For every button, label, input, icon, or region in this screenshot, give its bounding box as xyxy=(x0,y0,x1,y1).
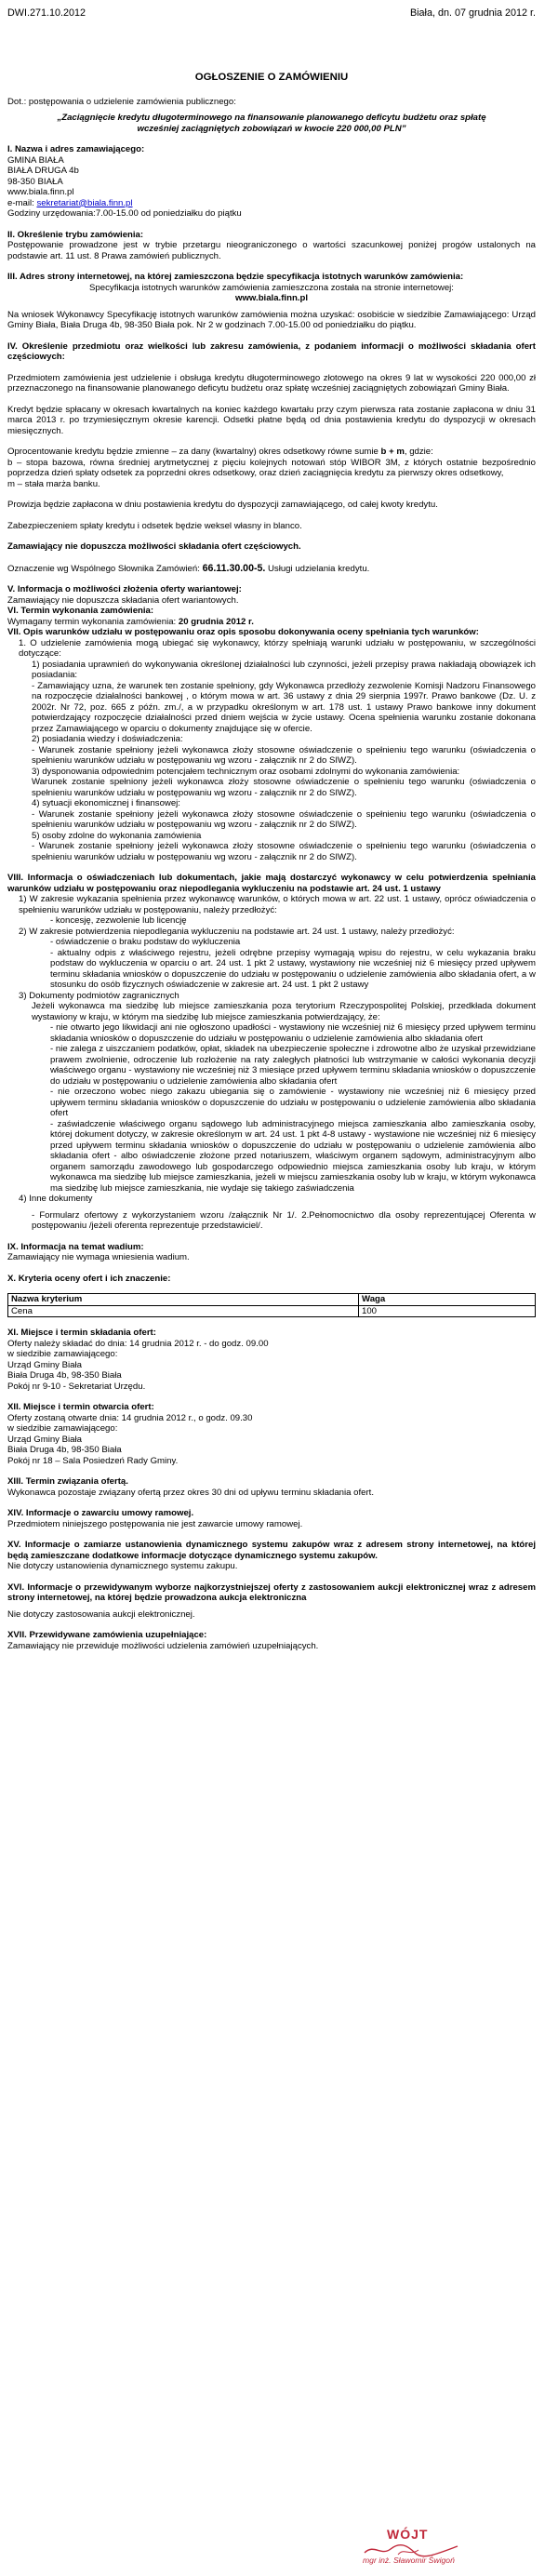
sec17-heading: XVII. Przewidywane zamówienia uzupełniające: xyxy=(7,1630,207,1641)
sec2-heading: II. Określenie trybu zamówienia: xyxy=(7,229,144,240)
email-line xyxy=(7,198,536,209)
sec8-item: - koncesję, zezwolenie lub licencję xyxy=(50,915,187,927)
official-stamp xyxy=(353,2527,474,2569)
sec13-text: Wykonawca pozostaje związany ofertą przez okres 30 dni od upływu terminu składania ofert. xyxy=(7,1487,374,1498)
sec7-item: - Warunek zostanie spełniony jeżeli wykonawca złoży stosowne oświadczenie o spełnieniu tego warunku (oświadczenia o spełnieniu warunków udziału w postępowaniu wg wzoru - załącznik nr 2 do SIWZ). xyxy=(32,841,536,862)
sec12-line: w siedzibie zamawiającego: xyxy=(7,1423,118,1435)
email-link[interactable]: sekretariat@biala.finn.pl xyxy=(36,197,133,208)
office-hours: Godziny urzędowania:7.00-15.00 od poniedziałku do piątku xyxy=(7,208,242,220)
sec7-item: 5) osoby zdolne do wykonania zamówienia xyxy=(32,830,202,841)
sec8-item: - aktualny odpis z właściwego rejestru, jeżeli odrębne przepisy wymagają wpisu do rejestru, w celu wykazania braku podstaw do wykluczenia w oparciu o art. 24 ust. 1 pkt 2 ustawy, wystawiony nie wcześniej niż 6 miesięcy przed upływem terminu składania wniosków o dopuszczenie do udziału w postępowaniu o udzielenie zamówienia albo składania ofert, a w stosunku do osób fizycznych oświadczenie w zakresie art. 24 ust. 1 pkt 2 ustawy xyxy=(50,947,536,991)
reference-number: DWI.271.10.2012 xyxy=(7,7,86,19)
sec8-item: - Formularz ofertowy z wykorzystaniem wzoru /załącznik Nr 1/. 2.Pełnomocnictwo dla osoby reprezentującej Oferenta w postępowaniu /jeżeli oferenta reprezentuje przedstawiciel/. xyxy=(32,1209,536,1232)
sec8-item: - nie orzeczono wobec niego zakazu ubiegania się o zamówienie - wystawiony nie wcześniej niż 6 miesięcy przed upływem terminu składania wniosków o dopuszczenie do udziału w postępowaniu o udzielenie zamówienia albo składania ofert xyxy=(50,1087,536,1119)
sec11-line: w siedzibie zamawiającego: xyxy=(7,1349,118,1360)
sec1-line: www.biala.finn.pl xyxy=(7,187,74,198)
sec7-item: - Zamawiający uzna, że warunek ten zostanie spełniony, gdy Wykonawca przedłoży zezwolenie Komisji Nadzoru Finansowego na rozpoczęcie działalności bankowej , o którym mowa w art. 36 ustawy z dnia 29 sierpnia 1997r. Prawo bankowe (Dz. U. z 2002r. Nr 72, poz. 665 z późn. zm./, a w przypadku określonym w art. 178 ust. 1 ustawy Prawo bankowe inny dokument potwierdzający rozpoczęcie działalności przed dniem wejścia w życie ustawy. Ocena spełnienia warunku zostanie dokonana przez Zamawiającego w oparciu o dokumenty znajdujące się w ofercie. xyxy=(32,680,536,734)
sec9-heading: IX. Informacja na temat wadium: xyxy=(7,1241,144,1252)
sec7-item: Warunek zostanie spełniony jeżeli wykonawca złoży stosowne oświadczenie o spełnieniu tego warunku (oświadczenia o spełnieniu warunków udziału w postępowaniu wg wzoru - załącznik nr 2 do SIWZ). xyxy=(32,777,536,798)
contract-subject: „Zaciągnięcie kredytu długoterminowego na finansowanie planowanego deficytu budżetu oraz spłatę wcześniej zaciągniętych zobowiązań w kwocie 220 000,00 PLN” xyxy=(57,113,486,134)
sec5-text: Zamawiający nie dopuszcza składania ofert wariantowych. xyxy=(7,594,239,606)
sec4-p3e: m – stała marża banku. xyxy=(7,478,100,489)
sec8-item: - zaświadczenie właściwego organu sądowego lub administracyjnego miejsca zamieszkania albo zamieszkania osoby, której dokument dotyczy, w zakresie określonym w art. 24 ust. 1 pkt 4-8 ustawy - wystawione nie wcześniej niż 6 miesięcy przed upływem terminu składania wniosków o dopuszczenie do udziału w postępowaniu o udzielenie zamówienia albo składania ofert - albo oświadczenie złożone przed notariuszem, właściwym organem sądowym, administracyjnym albo organem samorządu zawodowego lub gospodarczego odpowiednio miejsca zamieszkania osoby lub kraju, w którym wykonawca ma siedzibę lub miejsce zamieszkania, jeżeli w miejscu zamieszkania osoby lub w kraju, w którym wykonawca ma siedzibę lub miejsce zamieszkania, nie wydaje się takiego zaświadczenia xyxy=(50,1118,536,1194)
sec8-item: 3) Dokumenty podmiotów zagranicznych xyxy=(19,990,179,1001)
sec3-line: Specyfikacja istotnych warunków zamówienia zamieszczona została na stronie internetowej: xyxy=(89,282,454,293)
sec10-heading: X. Kryteria oceny ofert i ich znaczenie: xyxy=(7,1273,171,1284)
sec4-heading: IV. Określenie przedmiotu oraz wielkości lub zakresu zamówienia, z podaniem informacji o możliwości składania ofert częściowych: xyxy=(7,340,536,363)
sec14-heading: XIV. Informacje o zawarciu umowy ramowej. xyxy=(7,1508,194,1519)
sec8-item: 1) W zakresie wykazania spełnienia przez wykonawcę warunków, o których mowa w art. 22 ust. 1 ustawy, oprócz oświadczenia o spełnieniu warunków udziału w postępowaniu, należy przedłożyć: xyxy=(19,894,536,915)
sec8-item: 2) W zakresie potwierdzenia niepodlegania wykluczeniu na podstawie art. 24 ust. 1 ustawy, należy przedłożyć: xyxy=(19,926,455,937)
sec13-heading: XIII. Termin związania ofertą. xyxy=(7,1476,128,1488)
sec8-item: - nie zalega z uiszczaniem podatków, opłat, składek na ubezpieczenie społeczne i zdrowotne albo że uzyskał przewidziane prawem zwolnienie, odroczenie lub rozłożenie na raty zaległych płatności lub wstrzymanie w całości wykonania decyzji właściwego organu - wystawiony nie wcześniej niż 3 miesiące przed upływem terminu składania wniosków o dopuszczenie do udziału w postępowaniu o udzielenie zamówienia albo składania ofert xyxy=(50,1044,536,1087)
sec8-item: - oświadczenie o braku podstaw do wykluczenia xyxy=(50,937,241,948)
table-row xyxy=(8,1305,536,1317)
sec1-line: 98-350 BIAŁA xyxy=(7,176,63,187)
cpv-label: Oznaczenie wg Wspólnego Słownika Zamówień: xyxy=(7,563,203,574)
sec3-url[interactable]: www.biala.finn.pl xyxy=(235,293,308,304)
sec12-line: Biała Druga 4b, 98-350 Biała xyxy=(7,1445,122,1456)
document-title: OGŁOSZENIE O ZAMÓWIENIU xyxy=(194,71,349,83)
sec17-text: Zamawiający nie przewiduje możliwości udzielenia zamówień uzupełniających. xyxy=(7,1640,319,1651)
table-cell: 100 xyxy=(359,1305,536,1317)
sec3-heading: III. Adres strony internetowej, na której zamieszczona będzie specyfikacja istotnych warunków zamówienia: xyxy=(7,272,464,283)
sec2-text: Postępowanie prowadzone jest w trybie przetargu nieograniczonego o wartości szacunkowej poniżej progów ustalonych na podstawie art. 11 ust. 8 Prawa zamówień publicznych. xyxy=(7,240,536,261)
sec4-p2: Kredyt będzie spłacany w okresach kwartalnych na koniec każdego kwartału przy czym pierwsza rata zostanie zapłacona w dniu 31 marca 2013 r. po trzymiesięcznym okresie karencji. Odsetki płatne będą od dnia postawienia kredytu do dyspozycji w okresach miesięcznych. xyxy=(7,404,536,436)
document-page xyxy=(7,7,536,1651)
sec4-p3 xyxy=(7,447,536,458)
table-header: Nazwa kryterium xyxy=(8,1294,359,1306)
criteria-table xyxy=(7,1293,536,1317)
document-header xyxy=(7,7,536,20)
table-cell: Cena xyxy=(8,1305,359,1317)
sec8-item: - nie otwarto jego likwidacji ani nie ogłoszono upadłości - wystawiony nie wcześniej niż 6 miesięcy przed upływem terminu składania wniosków o dopuszczenie do udziału w postępowaniu o udzielenie zamówienia albo składania ofert xyxy=(50,1022,536,1044)
sec15-heading: XV. Informacje o zamiarze ustanowienia dynamicznego systemu zakupów wraz z adresem strony internetowej, na której będą zamieszczane dodatkowe informacje dotyczące dynamicznego systemu zakupów. xyxy=(7,1540,536,1561)
dot-line: Dot.: postępowania o udzielenie zamówienia publicznego: xyxy=(7,96,236,107)
sec7-item: 2) posiadania wiedzy i doświadczenia: xyxy=(32,734,183,745)
sec16-text: Nie dotyczy zastosowania aukcji elektronicznej. xyxy=(7,1608,195,1620)
stamp-signature: mgr inż. Sławomir Świgoń xyxy=(363,2556,455,2565)
sec12-line: Urząd Gminy Biała xyxy=(7,1434,82,1445)
rate-text: Oprocentowanie kredytu będzie zmienne – za dany (kwartalny) okres odsetkowy równe sumie xyxy=(7,447,381,458)
sec7-heading: VII. Opis warunków udziału w postępowaniu oraz opis sposobu dokonywania oceny spełniania tych warunków: xyxy=(7,627,479,638)
rate-where: , gdzie: xyxy=(404,447,433,458)
sec11-line: Pokój nr 9-10 - Sekretariat Urzędu. xyxy=(7,1381,146,1392)
cpv-desc: Usługi udzielania kredytu. xyxy=(265,563,370,574)
sec9-text: Zamawiający nie wymaga wniesienia wadium. xyxy=(7,1252,190,1263)
sec8-item: 4) Inne dokumenty xyxy=(19,1194,93,1205)
sec5-heading: V. Informacja o możliwości złożenia oferty wariantowej: xyxy=(7,584,242,595)
sec6-text xyxy=(7,617,536,628)
sec4-p6: Zamawiający nie dopuszcza możliwości składania ofert częściowych. xyxy=(7,541,301,553)
sec12-line: Pokój nr 18 – Sala Posiedzeń Rady Gminy. xyxy=(7,1455,179,1466)
place-date: Biała, dn. 07 grudnia 2012 r. xyxy=(409,7,536,19)
cpv-code: 66.11.30.00-5. xyxy=(202,562,266,574)
sec11-line: Urząd Gminy Biała xyxy=(7,1359,82,1370)
sec7-item: 4) sytuacji ekonomicznej i finansowej: xyxy=(32,798,180,809)
sec11-line: Biała Druga 4b, 98-350 Biała xyxy=(7,1370,122,1381)
sec7-item: 1. O udzielenie zamówienia mogą ubiegać się wykonawcy, którzy spełniają warunki udziału w postępowaniu, w szczególności dotyczące: xyxy=(19,637,536,660)
rate-formula: b + m xyxy=(380,447,405,458)
sec11-line: Oferty należy składać do dnia: 14 grudnia 2012 r. - do godz. 09.00 xyxy=(7,1338,269,1349)
sec12-heading: XII. Miejsce i termin otwarcia ofert: xyxy=(7,1402,154,1413)
sec14-text: Przedmiotem niniejszego postępowania nie jest zawarcie umowy ramowej. xyxy=(7,1518,303,1529)
email-label: e-mail: xyxy=(7,197,37,208)
sec1-line: GMINA BIAŁA xyxy=(7,154,64,166)
sec4-p4: Prowizja będzie zapłacona w dniu postawienia kredytu do dyspozycji zamawiającego, od całej kwoty kredytu. xyxy=(7,500,438,511)
sec8-item: Jeżeli wykonawca ma siedzibę lub miejsce zamieszkania poza terytorium Rzeczypospolitej Polskiej, przedkłada dokument wystawiony w kraju, w którym ma siedzibę lub miejsce zamieszkania potwierdzający, że: xyxy=(32,1001,536,1022)
sec15-text: Nie dotyczy ustanowienia dynamicznego systemu zakupu. xyxy=(7,1561,238,1572)
table-header: Waga xyxy=(359,1294,536,1306)
sec11-heading: XI. Miejsce i termin składania ofert: xyxy=(7,1328,156,1339)
sec1-line: BIAŁA DRUGA 4b xyxy=(7,166,79,177)
sec1-heading: I. Nazwa i adres zamawiającego: xyxy=(7,144,145,155)
sec12-line: Oferty zostaną otwarte dnia: 14 grudnia 2012 r., o godz. 09.30 xyxy=(7,1412,253,1423)
sec7-item: 3) dysponowania odpowiednim potencjałem technicznym oraz osobami zdolnymi do wykonania zamówienia: xyxy=(32,766,460,777)
stamp-title: WÓJT xyxy=(387,2527,429,2542)
sec4-p5: Zabezpieczeniem spłaty kredytu i odsetek będzie weksel własny in blanco. xyxy=(7,520,302,531)
cpv-line xyxy=(7,563,536,575)
deadline-date: 20 grudnia 2012 r. xyxy=(178,616,254,627)
sec7-item: 1) posiadania uprawnień do wykonywania określonej działalności lub czynności, jeżeli przepisy prawa nakładają obowiązek ich posiadania: xyxy=(32,659,536,681)
sec6-heading: VI. Termin wykonania zamówienia: xyxy=(7,606,154,617)
sec3-text: Na wniosek Wykonawcy Specyfikację istotnych warunków zamówienia można uzyskać: osobiście w siedzibie Zamawiającego: Urząd Gminy Biała, Biała Druga 4b, 98-350 Biała pok. Nr 2 w godzinach 7.00-15.00 od poniedziałku do piątku. xyxy=(7,309,536,331)
deadline-label: Wymagany termin wykonania zamówienia: xyxy=(7,616,179,627)
sec8-heading: VIII. Informacja o oświadczeniach lub dokumentach, jakie mają dostarczyć wykonawcy w celu potwierdzenia spełniania warunków udziału w postępowaniu oraz niepodlegania wykluczeniu na podstawie art. 24 ust. 1 ustawy xyxy=(7,873,536,894)
sec7-item: - Warunek zostanie spełniony jeżeli wykonawca złoży stosowne oświadczenie o spełnieniu tego warunku (oświadczenia o spełnieniu warunków udziału w postępowaniu wg wzoru - załącznik nr 2 do SIWZ). xyxy=(32,808,536,831)
sec16-heading: XVI. Informacje o przewidywanym wyborze najkorzystniejszej oferty z zastosowaniem aukcji elektronicznej wraz z adresem strony internetowej, na której będzie prowadzona aukcja elektroniczna xyxy=(7,1582,536,1604)
sec4-p1: Przedmiotem zamówienia jest udzielenie i obsługa kredytu długoterminowego złotowego na okres 9 lat w wysokości 220 000,00 zł przeznaczonego na finansowanie planowanego deficytu budżetu oraz spłatę wcześniej zaciągniętych zobowiązań Gminy Biała. xyxy=(7,372,536,394)
sec7-item: - Warunek zostanie spełniony jeżeli wykonawca złoży stosowne oświadczenie o spełnieniu tego warunku (oświadczenia o spełnieniu warunków udziału w postępowaniu wg wzoru - załącznik nr 2 do SIWZ). xyxy=(32,744,536,767)
sec4-p3d: b – stopa bazowa, równa średniej arytmetycznej z pięciu kolejnych notowań stóp WIBOR 3M, z których ostatnie bezpośrednio poprzedza dzień spłaty odsetek za poprzedni okres odsetkowy, oraz dzień zaciągnięcia kredytu za pierwszy okres odsetkowy, xyxy=(7,457,536,479)
table-header-row xyxy=(8,1294,536,1306)
